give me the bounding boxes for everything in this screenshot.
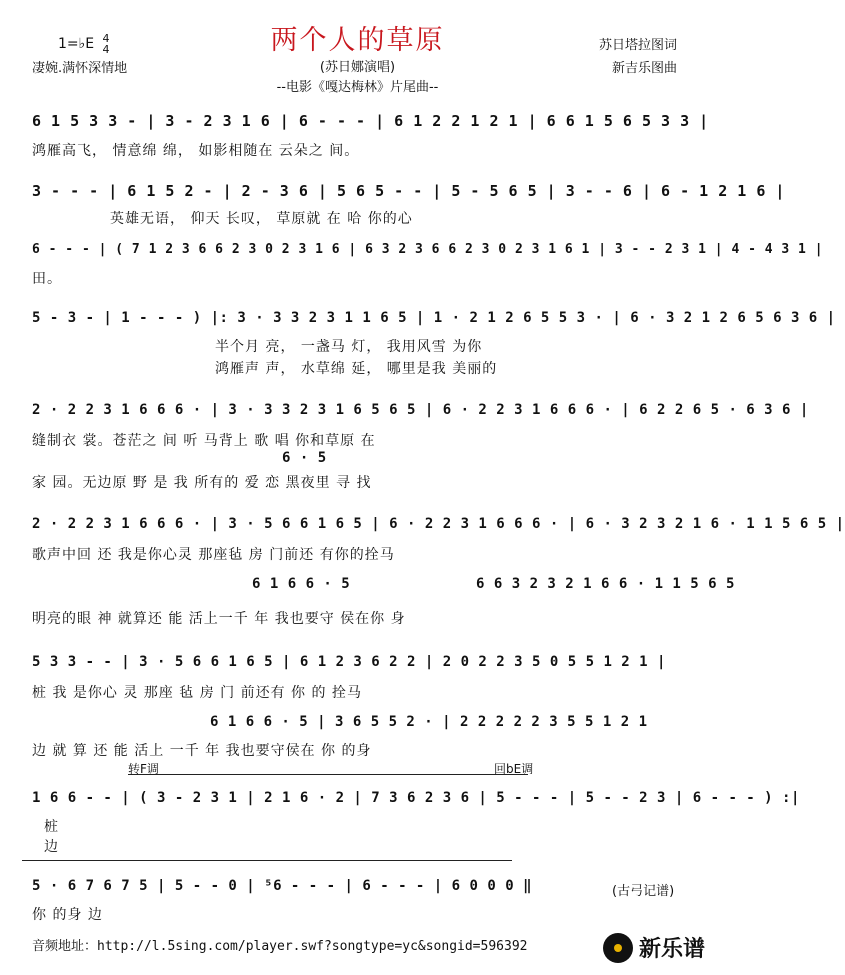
- alt-notation-line-6b: 6 6 3 2 3 2 1 6 6 · 1 1 5 6 5: [476, 576, 735, 592]
- notation-line-6: 2 · 2 2 3 1 6 6 6 · | 3 · 5 6 6 1 6 5 | 6 · 2 2 3 1 6 6 6 · | 6 · 3 2 3 2 1 6 · 1 1 5 6 5 |: [32, 516, 845, 532]
- lyricist-credit: 苏日塔拉图词: [598, 38, 677, 53]
- notation-line-4: 5 - 3 - | 1 - - - ) |: 3 · 3 3 2 3 1 1 6 5 | 1 · 2 1 2 6 5 5 3 · | 6 · 3 2 1 2 6 5 6 3 6 |: [32, 310, 836, 326]
- audio-link[interactable]: 音频地址：http://l.5sing.com/player.swf?songtype=yc&songid=596392: [32, 939, 528, 954]
- alt-notation-line-6a: 6 1 6 6 · 5: [252, 576, 351, 592]
- lyrics-line-7b: 边 就 算 还 能 活上 一千 年 我也要守侯在 你 的身: [32, 743, 372, 759]
- singer-credit: (苏日娜演唱): [319, 60, 396, 75]
- logo-text: 新乐谱: [638, 937, 705, 962]
- song-title: 两个人的草原: [270, 25, 445, 56]
- ending-bracket-line: [22, 860, 512, 861]
- notation-line-7: 5 3 3 - - | 3 · 5 6 6 1 6 5 | 6 1 2 3 6 2 2 | 2 0 2 2 3 5 0 5 5 1 2 1 |: [32, 654, 666, 670]
- lyrics-line-1: 鸿雁高飞， 情意绵 绵， 如影相随在 云朵之 间。: [32, 143, 360, 159]
- lyrics-line-5b: 家 园。无边原 野 是 我 所有的 爱 恋 黑夜里 寻 找: [32, 475, 372, 491]
- time-signature: [103, 33, 110, 55]
- alt-notation-line-5: 6 · 5: [282, 450, 327, 466]
- lyrics-line-8a: 桩: [44, 819, 59, 835]
- record-disc-icon: [603, 933, 633, 963]
- meter-bottom: 4: [102, 43, 110, 56]
- notation-line-1: 6 1 5 3 3 - | 3 - 2 3 1 6 | 6 - - - | 6 1 2 2 1 2 1 | 6 6 1 5 6 5 3 3 |: [32, 112, 709, 130]
- lyrics-line-9: 你 的身 边: [32, 907, 103, 923]
- lyrics-line-7a: 桩 我 是你心 灵 那座 毡 房 门 前还有 你 的 拴马: [32, 685, 362, 701]
- notation-line-5: 2 · 2 2 3 1 6 6 6 · | 3 · 3 3 2 3 1 6 5 6 5 | 6 · 2 2 3 1 6 6 6 · | 6 2 2 6 5 · 6 3 6 |: [32, 402, 809, 418]
- composer-credit: 新吉乐图曲: [611, 61, 677, 76]
- site-logo[interactable]: [603, 932, 705, 963]
- modulation-mark-be: 回bE调: [494, 762, 534, 776]
- tempo-mood: 凄婉.满怀深情地: [32, 61, 128, 76]
- lyrics-line-4a: 半个月 亮， 一盏马 灯， 我用风雪 为你: [215, 339, 483, 355]
- lyrics-line-3: 田。: [32, 271, 62, 287]
- lyrics-line-5a: 缝制衣 裳。苍茫之 间 听 马背上 歌 唱 你和草原 在: [32, 433, 376, 449]
- alt-notation-line-7: 6 1 6 6 · 5 | 3 6 5 5 2 · | 2 2 2 2 2 3 5 5 1 2 1: [210, 714, 648, 730]
- key-label: 1=♭E: [58, 36, 95, 52]
- volta-bracket-line: [128, 774, 528, 775]
- meter-top: 4: [102, 32, 110, 45]
- lyrics-line-4b: 鸿雁声 声， 水草绵 延， 哪里是我 美丽的: [215, 361, 498, 377]
- transcriber-credit: (古弓记谱): [612, 884, 675, 899]
- key-signature: [58, 33, 110, 55]
- film-note: --电影《嘎达梅林》片尾曲--: [276, 80, 439, 95]
- notation-line-9: 5 · 6 7 6 7 5 | 5 - - 0 | ⁵6 - - - | 6 - - - | 6 0 0 0 ‖: [32, 878, 533, 894]
- notation-line-3: 6 - - - | ( 7 1 2 3 6 6 2 3 0 2 3 1 6 | 6 3 2 3 6 6 2 3 0 2 3 1 6 1 | 3 - - 2 3 1 | 4 - 4 3 1 |: [32, 242, 824, 257]
- lyrics-line-2: 英雄无语， 仰天 长叹， 草原就 在 哈 你的心: [110, 211, 413, 227]
- lyrics-line-8b: 边: [44, 839, 59, 855]
- lyrics-line-6a: 歌声中回 还 我是你心灵 那座毡 房 门前还 有你的拴马: [32, 547, 395, 563]
- modulation-mark-f: 转F调: [128, 762, 159, 776]
- notation-line-8: 1 6 6 - - | ( 3 - 2 3 1 | 2 1 6 · 2 | 7 3 6 2 3 6 | 5 - - - | 5 - - 2 3 | 6 - - - ) :|: [32, 790, 800, 806]
- lyrics-line-6b: 明亮的眼 神 就算还 能 活上一千 年 我也要守 侯在你 身: [32, 611, 406, 627]
- notation-line-2: 3 - - - | 6 1 5 2 - | 2 - 3 6 | 5 6 5 - - | 5 - 5 6 5 | 3 - - 6 | 6 - 1 2 1 6 |: [32, 182, 785, 200]
